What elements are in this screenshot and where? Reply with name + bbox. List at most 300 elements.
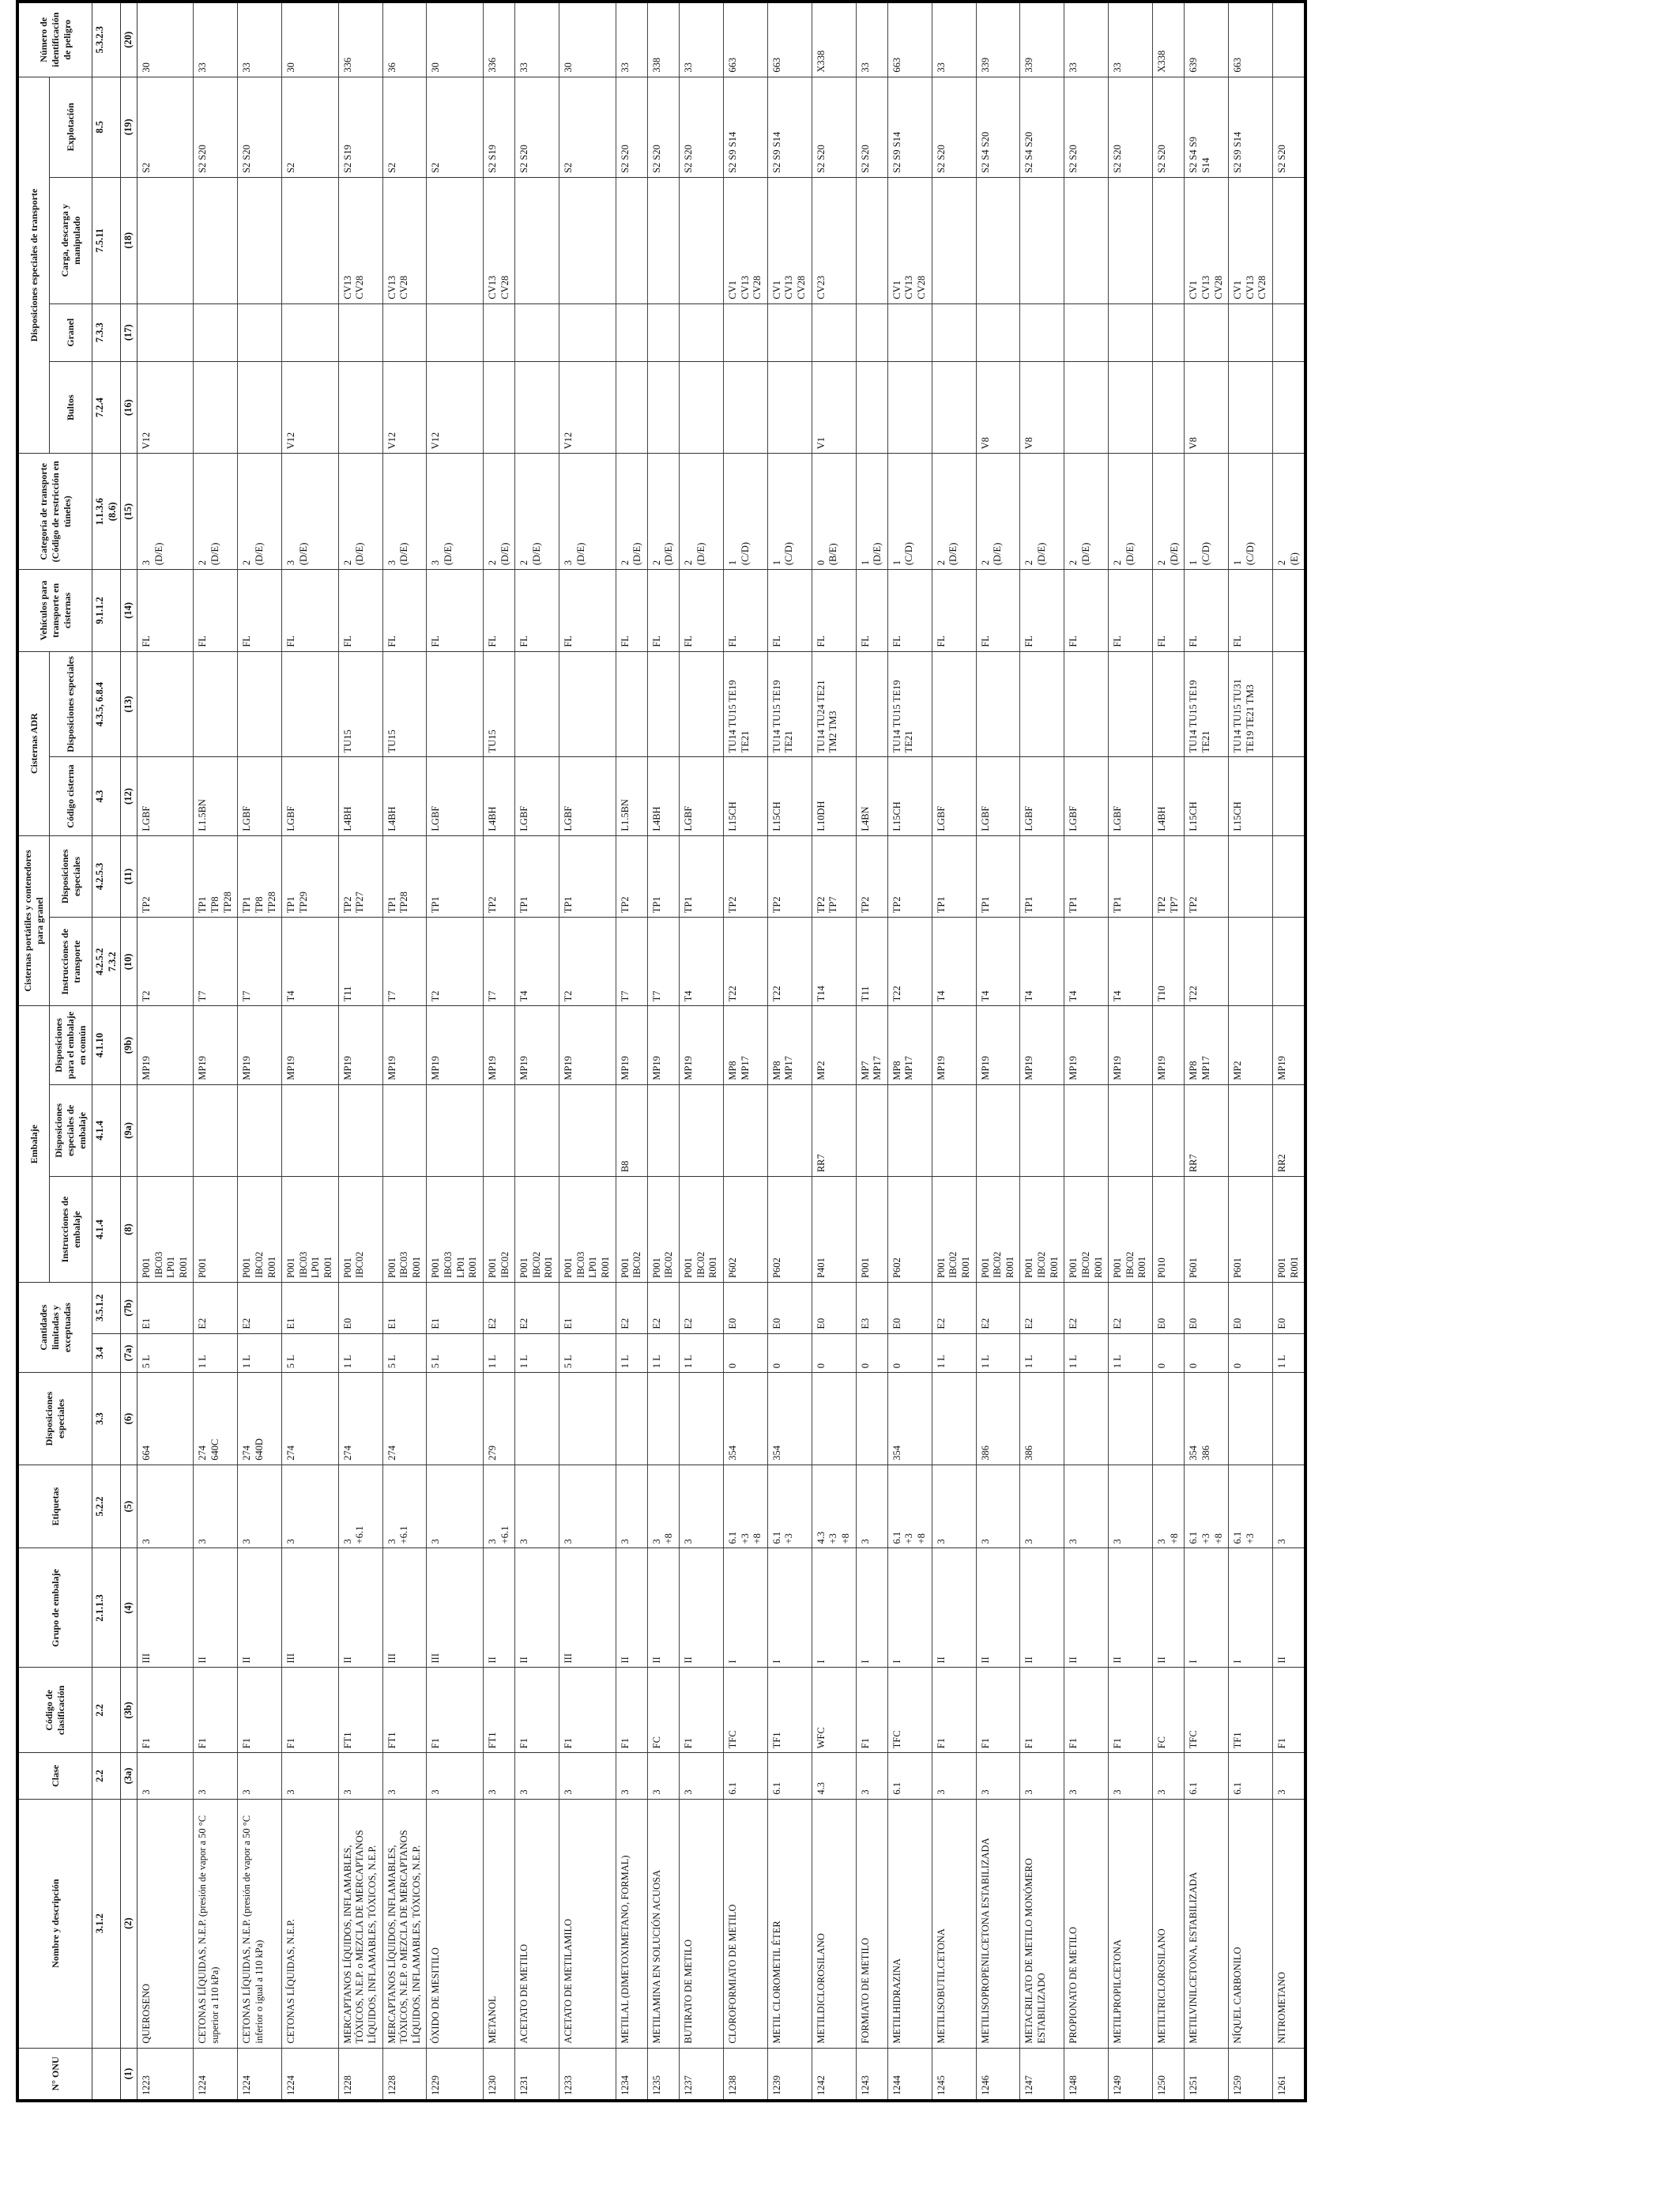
table-cell [1109, 651, 1153, 757]
table-cell [616, 303, 647, 361]
table-cell [194, 651, 238, 757]
table-cell: MP19 [1064, 1006, 1109, 1084]
table-cell: L10DH [812, 757, 856, 835]
table-cell: 3 [1020, 1753, 1064, 1799]
table-cell: S2 S9 S14 [1229, 77, 1273, 177]
ref-cell: 7.2.4 [92, 361, 121, 454]
table-cell: II [238, 1548, 282, 1668]
table-cell: P001 R001 [1273, 1177, 1306, 1283]
table-cell: TU14 TU15 TE19 TE21 [723, 651, 767, 757]
table-cell [427, 1084, 484, 1177]
table-cell: E1 [282, 1282, 339, 1333]
column-number-cell: (14) [121, 570, 137, 652]
table-cell: F1 [427, 1668, 484, 1753]
table-cell: METILAMINA EN SOLUCIÓN ACUOSA [647, 1799, 679, 2048]
table-cell [382, 1084, 427, 1177]
table-row [932, 2, 976, 2101]
table-cell: 3 +8 [647, 1465, 679, 1548]
table-cell: 3 [1153, 1753, 1185, 1799]
ref-cell: 4.1.4 [92, 1177, 121, 1283]
table-cell [1064, 651, 1109, 757]
ref-cell: 5.2.2 [92, 1465, 121, 1548]
header-instr-transp: Instrucciones de transporte [50, 918, 92, 1006]
table-cell: T4 [1064, 918, 1109, 1006]
table-cell: FL [238, 570, 282, 652]
table-cell: L15CH [1185, 757, 1229, 835]
table-cell: 1249 [1109, 2048, 1153, 2101]
table-cell: TU14 TU15 TE19 TE21 [767, 651, 812, 757]
table-cell: P602 [767, 1177, 812, 1283]
column-number-cell: (5) [121, 1465, 137, 1548]
table-cell: P001 IBC02 R001 [1109, 1177, 1153, 1283]
table-cell [723, 361, 767, 454]
table-cell: 663 [767, 2, 812, 77]
table-cell: 1 L [194, 1333, 238, 1373]
table-cell [1229, 303, 1273, 361]
table-cell: 2 (D/E) [647, 454, 679, 570]
column-number-cell: (15) [121, 454, 137, 570]
table-cell [1064, 177, 1109, 303]
table-cell: 6.1 +3 +8 [887, 1465, 932, 1548]
table-cell: F1 [282, 1668, 339, 1753]
table-cell: 1 (C/D) [1229, 454, 1273, 570]
ref-cell: 3.5.1.2 [92, 1282, 121, 1333]
table-cell: 3 [238, 1753, 282, 1799]
table-cell: 3 [238, 1465, 282, 1548]
table-cell: 1 L [647, 1333, 679, 1373]
table-cell: FL [647, 570, 679, 652]
table-row [680, 2, 724, 2101]
table-cell [194, 177, 238, 303]
table-cell: 2 (D/E) [616, 454, 647, 570]
table-cell: 6.1 [723, 1753, 767, 1799]
table-cell: 1229 [427, 2048, 484, 2101]
table-cell [194, 303, 238, 361]
table-cell [616, 361, 647, 454]
ref-cell: 4.2.5.3 [92, 835, 121, 918]
table-cell [1273, 361, 1306, 454]
table-row [887, 2, 932, 2101]
table-cell: P001 IBC03 R001 [382, 1177, 427, 1283]
table-cell: T4 [1020, 918, 1064, 1006]
table-cell: MERCAPTANOS LÍQUIDOS, INFLAMABLES, TÓXICOS, N.E.P. o MEZCLA DE MERCAPTANOS LÍQUIDOS, INFLAMABLES, TÓXICOS, N.E.P. [338, 1799, 382, 2048]
table-cell: S2 S4 S20 [976, 77, 1020, 177]
table-cell [616, 651, 647, 757]
table-cell: 3 +6.1 [382, 1465, 427, 1548]
table-cell: 1223 [137, 2048, 194, 2101]
table-cell: V12 [282, 361, 339, 454]
table-cell: 0 [723, 1333, 767, 1373]
table-cell: FL [680, 570, 724, 652]
table-row [238, 2, 282, 2101]
table-cell: 1237 [680, 2048, 724, 2101]
table-cell: P001 [194, 1177, 238, 1283]
table-cell: 3 +6.1 [483, 1465, 514, 1548]
table-cell: V8 [1020, 361, 1064, 454]
table-cell: F1 [616, 1668, 647, 1753]
table-cell: S2 S4 S9 S14 [1185, 77, 1229, 177]
table-cell [559, 1373, 616, 1465]
table-row [559, 2, 616, 2101]
table-cell: 1 L [515, 1333, 559, 1373]
table-cell: E2 [1064, 1282, 1109, 1333]
header-instr-emb: Instrucciones de embalaje [50, 1177, 92, 1283]
table-cell: 2 (D/E) [515, 454, 559, 570]
table-cell: 2 (D/E) [483, 454, 514, 570]
table-cell: TP2 [887, 835, 932, 918]
table-cell: 6.1 +3 [767, 1465, 812, 1548]
table-cell: 33 [680, 2, 724, 77]
table-cell [767, 361, 812, 454]
table-cell: LGBF [1064, 757, 1109, 835]
table-cell: TU14 TU15 TE19 TE21 [1185, 651, 1229, 757]
table-cell: S2 S20 [1109, 77, 1153, 177]
table-cell: II [1109, 1548, 1153, 1668]
table-cell: FL [812, 570, 856, 652]
table-cell [1153, 177, 1185, 303]
table-cell: 30 [282, 2, 339, 77]
table-cell: II [1273, 1548, 1306, 1668]
table-cell [1153, 1373, 1185, 1465]
table-cell [282, 651, 339, 757]
table-cell [1229, 1373, 1273, 1465]
table-cell: CETONAS LÍQUIDAS, N.E.P. [282, 1799, 339, 2048]
table-cell: MP19 [238, 1006, 282, 1084]
table-cell: S2 S20 [616, 77, 647, 177]
table-cell: 33 [515, 2, 559, 77]
table-cell: 1 L [680, 1333, 724, 1373]
table-cell: 0 [812, 1333, 856, 1373]
table-cell: II [1064, 1548, 1109, 1668]
table-cell: METILPROPILCETONA [1109, 1799, 1153, 2048]
table-cell [137, 1084, 194, 1177]
table-cell: S2 S20 [194, 77, 238, 177]
table-cell [887, 1084, 932, 1177]
table-cell: E3 [856, 1282, 887, 1333]
table-cell: 2 (D/E) [338, 454, 382, 570]
table-cell: E0 [812, 1282, 856, 1333]
table-cell: CV1 CV13 CV28 [887, 177, 932, 303]
table-cell: TP2 TP7 [812, 835, 856, 918]
table-cell: ACETATO DE METILAMILO [559, 1799, 616, 2048]
table-cell: 1224 [238, 2048, 282, 2101]
table-cell [1185, 303, 1229, 361]
table-row [338, 2, 382, 2101]
table-row [1153, 2, 1185, 2101]
table-cell: 4.3 +3 +8 [812, 1465, 856, 1548]
table-cell: 33 [194, 2, 238, 77]
table-cell: L4BH [1153, 757, 1185, 835]
table-cell: 6.1 [1229, 1753, 1273, 1799]
table-cell: TU15 [338, 651, 382, 757]
table-cell: 2 (D/E) [1064, 454, 1109, 570]
table-cell: 1 (C/D) [723, 454, 767, 570]
header-cantidades: Cantidades limitadas y exceptuadas [17, 1282, 92, 1372]
table-cell: T4 [976, 918, 1020, 1006]
table-cell: 3 +6.1 [338, 1465, 382, 1548]
table-cell: II [680, 1548, 724, 1668]
ref-cell: 7.5.11 [92, 177, 121, 303]
table-cell: FL [767, 570, 812, 652]
table-cell: T4 [680, 918, 724, 1006]
table-cell: LGBF [515, 757, 559, 835]
table-cell: 3 [1273, 1465, 1306, 1548]
table-cell: BUTIRATO DE METILO [680, 1799, 724, 2048]
header-disp-transp: Disposiciones especiales de transporte [17, 77, 50, 454]
table-cell: V1 [812, 361, 856, 454]
table-row [1109, 2, 1153, 2101]
table-cell: 1 L [338, 1333, 382, 1373]
table-cell: 274 [382, 1373, 427, 1465]
table-cell: T7 [647, 918, 679, 1006]
table-cell: II [1153, 1548, 1185, 1668]
table-cell: E0 [767, 1282, 812, 1333]
column-number-cell: (9a) [121, 1084, 137, 1177]
table-cell [137, 303, 194, 361]
table-cell: LGBF [559, 757, 616, 835]
table-cell: 3 [559, 1753, 616, 1799]
table-cell: TP2 TP27 [338, 835, 382, 918]
table-cell: V12 [382, 361, 427, 454]
table-cell [559, 303, 616, 361]
table-cell: S2 S19 [338, 77, 382, 177]
table-cell: 3 (D/E) [559, 454, 616, 570]
table-cell: 1 L [1273, 1333, 1306, 1373]
table-cell [1109, 177, 1153, 303]
table-row [194, 2, 238, 2101]
table-cell: MP19 [647, 1006, 679, 1084]
table-cell: 0 [1185, 1333, 1229, 1373]
table-cell: T11 [856, 918, 887, 1006]
table-cell [194, 1084, 238, 1177]
table-cell [1109, 361, 1153, 454]
table-cell: MP19 [137, 1006, 194, 1084]
table-cell: F1 [1273, 1668, 1306, 1753]
table-cell: WFC [812, 1668, 856, 1753]
table-cell [1229, 361, 1273, 454]
table-cell: TFC [1185, 1668, 1229, 1753]
table-cell: CETONAS LÍQUIDAS, N.E.P. (presión de vapor a 50 °C superior a 110 kPa) [194, 1799, 238, 2048]
table-cell: FL [1020, 570, 1064, 652]
ref-cell: 5.3.2.3 [92, 2, 121, 77]
table-cell: 3 [1109, 1753, 1153, 1799]
table-cell: 3 (D/E) [382, 454, 427, 570]
header-etiquetas: Etiquetas [17, 1465, 92, 1548]
table-cell: 33 [1109, 2, 1153, 77]
table-cell: 3 [338, 1753, 382, 1799]
table-row [1273, 2, 1306, 2101]
table-cell: MP19 [1273, 1006, 1306, 1084]
table-cell [647, 1373, 679, 1465]
table-cell: TU15 [483, 651, 514, 757]
table-cell: 1 L [616, 1333, 647, 1373]
table-cell: S2 S4 S20 [1020, 77, 1064, 177]
table-row [1020, 2, 1064, 2101]
table-cell [932, 1084, 976, 1177]
table-cell: E0 [1229, 1282, 1273, 1333]
table-cell: FL [1153, 570, 1185, 652]
table-cell: LGBF [680, 757, 724, 835]
table-cell [723, 303, 767, 361]
table-row [515, 2, 559, 2101]
table-cell: E2 [1109, 1282, 1153, 1333]
table-cell [1229, 835, 1273, 918]
table-cell: L4BH [338, 757, 382, 835]
ref-cell: 4.3.5, 6.8.4 [92, 651, 121, 757]
column-number-cell: (3a) [121, 1753, 137, 1799]
table-cell: E1 [427, 1282, 484, 1333]
table-cell: 3 [976, 1753, 1020, 1799]
header-codigo: Código de clasificación [17, 1668, 92, 1753]
table-cell: 5 L [382, 1333, 427, 1373]
table-cell: III [382, 1548, 427, 1668]
table-cell: FL [483, 570, 514, 652]
table-row [483, 2, 514, 2101]
table-cell: F1 [559, 1668, 616, 1753]
table-cell: S2 S19 [483, 77, 514, 177]
header-un: N° ONU [17, 2048, 92, 2101]
table-cell: TP2 [483, 835, 514, 918]
table-cell: 1 L [238, 1333, 282, 1373]
table-cell: MP19 [932, 1006, 976, 1084]
table-cell [887, 361, 932, 454]
table-cell: 3 [282, 1465, 339, 1548]
ref-cell: 3.3 [92, 1373, 121, 1465]
table-cell: L15CH [887, 757, 932, 835]
table-cell: P001 IBC02 [616, 1177, 647, 1283]
table-cell [680, 1084, 724, 1177]
table-cell: X338 [1153, 2, 1185, 77]
table-cell: LGBF [976, 757, 1020, 835]
ref-cell: 9.1.1.2 [92, 570, 121, 652]
table-cell: MERCAPTANOS LÍQUIDOS, INFLAMABLES, TÓXICOS, N.E.P. o MEZCLA DE MERCAPTANOS LÍQUIDOS, INFLAMABLES, TÓXICOS, N.E.P. [382, 1799, 427, 2048]
table-cell: FL [1229, 570, 1273, 652]
table-cell: FL [282, 570, 339, 652]
table-cell: II [338, 1548, 382, 1668]
table-cell: ACETATO DE METILO [515, 1799, 559, 2048]
table-cell: 274 640D [238, 1373, 282, 1465]
table-cell [932, 361, 976, 454]
table-cell: TP1 TP29 [282, 835, 339, 918]
table-cell: 1224 [282, 2048, 339, 2101]
table-cell: 1234 [616, 2048, 647, 2101]
table-cell: S2 S20 [812, 77, 856, 177]
table-cell: MP2 [812, 1006, 856, 1084]
table-cell: TP1 [515, 835, 559, 918]
table-cell: 0 (B/E) [812, 454, 856, 570]
ref-cell: 2.1.1.3 [92, 1548, 121, 1668]
table-cell [812, 303, 856, 361]
table-cell [723, 1084, 767, 1177]
table-cell: P001 IBC03 LP01 R001 [559, 1177, 616, 1283]
table-cell: II [483, 1548, 514, 1668]
table-cell: P001 IBC02 R001 [515, 1177, 559, 1283]
table-cell: 0 [767, 1333, 812, 1373]
table-cell: MP19 [515, 1006, 559, 1084]
table-cell: 3 [194, 1465, 238, 1548]
table-cell: S2 [382, 77, 427, 177]
table-cell: LGBF [238, 757, 282, 835]
table-cell [767, 303, 812, 361]
table-cell [238, 1084, 282, 1177]
table-cell: TP1 [647, 835, 679, 918]
table-cell: T22 [723, 918, 767, 1006]
table-cell: E1 [559, 1282, 616, 1333]
table-cell: CV1 CV13 CV28 [1229, 177, 1273, 303]
table-cell: 1231 [515, 2048, 559, 2101]
table-cell: 3 (D/E) [427, 454, 484, 570]
table-cell: TP1 TP8 TP28 [194, 835, 238, 918]
table-cell [194, 361, 238, 454]
table-cell: 1 (C/D) [767, 454, 812, 570]
table-cell: II [616, 1548, 647, 1668]
table-cell [1064, 303, 1109, 361]
table-cell: E2 [238, 1282, 282, 1333]
table-cell [1020, 177, 1064, 303]
table-cell: FL [887, 570, 932, 652]
table-cell: TP2 TP7 [1153, 835, 1185, 918]
table-cell: P602 [723, 1177, 767, 1283]
table-cell: F1 [976, 1668, 1020, 1753]
table-cell: P001 IBC02 R001 [680, 1177, 724, 1283]
table-row [723, 2, 767, 2101]
table-cell: 663 [887, 2, 932, 77]
table-cell: CV13 CV28 [338, 177, 382, 303]
table-cell: 6.1 +3 +8 [1185, 1465, 1229, 1548]
column-number-cell: (8) [121, 1177, 137, 1283]
table-cell [1020, 651, 1064, 757]
table-cell: 30 [559, 2, 616, 77]
table-cell: TP1 [1064, 835, 1109, 918]
table-cell [680, 651, 724, 757]
table-cell: FT1 [483, 1668, 514, 1753]
table-cell: 664 [137, 1373, 194, 1465]
table-cell: V12 [559, 361, 616, 454]
table-cell: T2 [137, 918, 194, 1006]
table-cell: CV1 CV13 CV28 [723, 177, 767, 303]
table-cell: LGBF [932, 757, 976, 835]
table-cell: F1 [1109, 1668, 1153, 1753]
table-cell: S2 S20 [1064, 77, 1109, 177]
table-cell: T4 [1109, 918, 1153, 1006]
table-cell: II [647, 1548, 679, 1668]
table-row [137, 2, 194, 2101]
table-cell [338, 1084, 382, 1177]
table-cell [887, 303, 932, 361]
table-cell: 33 [238, 2, 282, 77]
table-cell: V8 [1185, 361, 1229, 454]
table-row [976, 2, 1020, 2101]
table-cell: MP8 MP17 [767, 1006, 812, 1084]
table-cell: 3 [559, 1465, 616, 1548]
table-cell: II [1020, 1548, 1064, 1668]
table-cell [812, 1373, 856, 1465]
table-cell: P001 IBC02 [483, 1177, 514, 1283]
table-cell [427, 1373, 484, 1465]
table-cell: 3 [1109, 1465, 1153, 1548]
ref-cell: 4.1.4 [92, 1084, 121, 1177]
table-cell: II [515, 1548, 559, 1668]
table-cell: 338 [647, 2, 679, 77]
table-cell: 1243 [856, 2048, 887, 2101]
table-cell [1273, 2, 1306, 77]
table-cell: P001 IBC03 LP01 R001 [282, 1177, 339, 1283]
table-cell: I [723, 1548, 767, 1668]
table-cell: METILTRICLOROSILANO [1153, 1799, 1185, 2048]
table-cell: L15CH [1229, 757, 1273, 835]
table-cell: 33 [932, 2, 976, 77]
table-cell [483, 303, 514, 361]
